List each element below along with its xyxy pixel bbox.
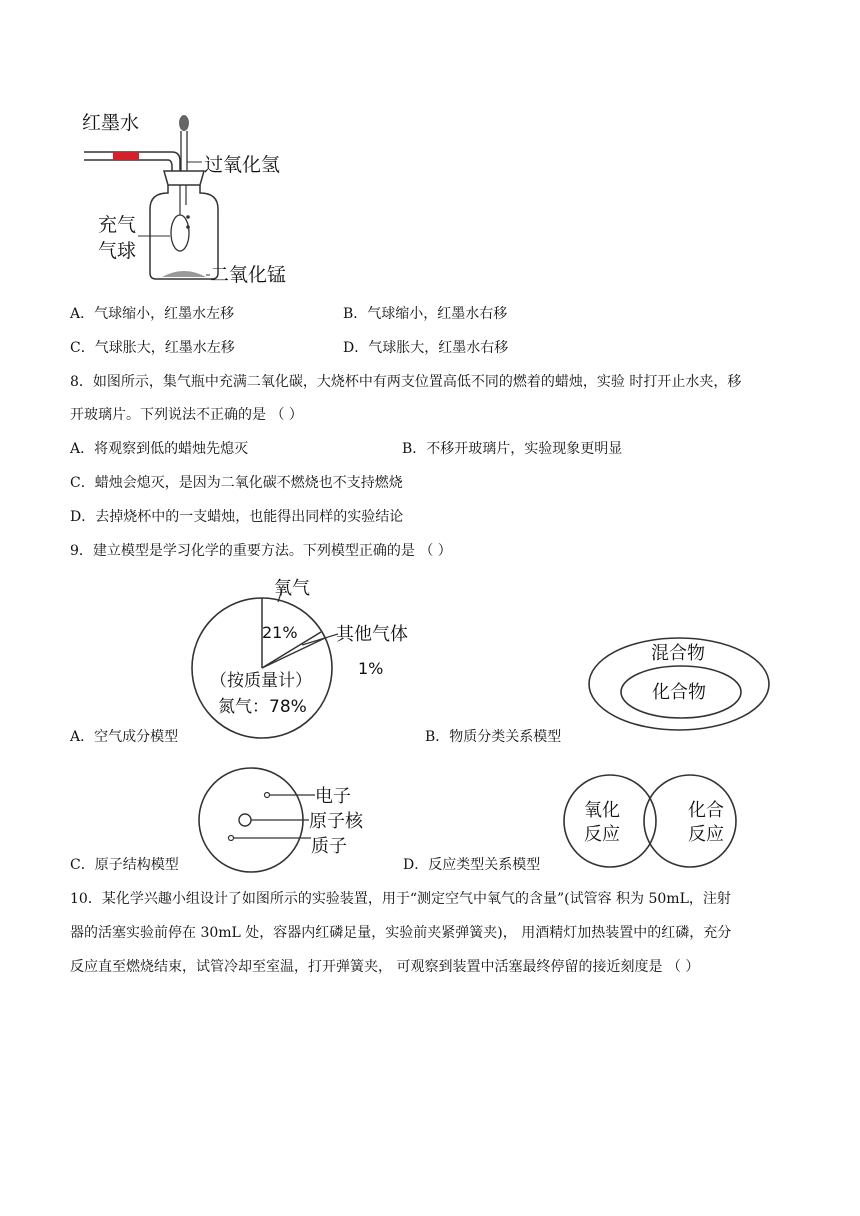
q9-option-c[interactable]: C．原子结构模型 xyxy=(70,857,179,873)
label-balloon-1: 充气 xyxy=(98,214,137,236)
pie-label-other-pct: 1% xyxy=(358,659,384,678)
venn-right-label-1: 化合 xyxy=(688,800,724,821)
label-red-ink: 红墨水 xyxy=(82,112,140,134)
q9-stem: 9．建立模型是学习化学的重要方法。下列模型正确的是 （ ） xyxy=(70,543,452,559)
label-electron: 电子 xyxy=(315,786,351,807)
venn-right-label-2: 反应 xyxy=(688,824,724,845)
stopper xyxy=(164,171,204,185)
q9-option-b[interactable]: B．物质分类关系模型 xyxy=(425,729,562,745)
q10-stem-line1: 10．某化学兴趣小组设计了如图所示的实验装置，用于“测定空气中氧气的含量”(试管容 积为 50mL，注射 xyxy=(70,891,731,907)
label-balloon-2: 气球 xyxy=(98,240,137,262)
label-proton: 质子 xyxy=(311,836,347,857)
q9-atom-structure-figure xyxy=(195,766,385,876)
red-ink-drop xyxy=(113,152,139,160)
label-mixture: 混合物 xyxy=(651,643,705,664)
mno2-powder xyxy=(162,271,206,277)
q7-option-c[interactable]: C．气球胀大，红墨水左移 xyxy=(70,340,235,356)
venn-left-label-2: 反应 xyxy=(584,824,620,845)
venn-left-circle xyxy=(564,775,656,867)
label-compound: 化合物 xyxy=(652,682,706,703)
q9-option-d[interactable]: D．反应类型关系模型 xyxy=(403,857,541,873)
q8-stem-line1: 8．如图所示，集气瓶中充满二氧化碳，大烧杯中有两支位置高低不同的燃着的蜡烛，实验 时打开止水夹，移 xyxy=(70,374,742,390)
label-mno2: 二氧化锰 xyxy=(210,264,287,286)
venn-left-label-1: 氧化 xyxy=(584,800,620,821)
venn-right-circle xyxy=(644,775,736,867)
pie-label-other: 其他气体 xyxy=(336,624,408,645)
q7-option-b[interactable]: B．气球缩小，红墨水右移 xyxy=(343,306,508,322)
q7-option-d[interactable]: D．气球胀大，红墨水右移 xyxy=(343,340,509,356)
balloon xyxy=(171,215,189,251)
dropper-bulb xyxy=(179,115,189,131)
proton-dot xyxy=(229,836,234,841)
q8-option-b[interactable]: B．不移开玻璃片，实验现象更明显 xyxy=(402,441,623,457)
electron-dot xyxy=(265,793,270,798)
q8-option-d[interactable]: D．去掉烧杯中的一支蜡烛，也能得出同样的实验结论 xyxy=(70,509,404,525)
q7-apparatus-figure xyxy=(80,105,300,295)
q10-stem-line2: 器的活塞实验前停在 30mL 处，容器内红磷足量，实验前夹紧弹簧夹)， 用酒精灯加热装置中的红磷，充分 xyxy=(70,925,732,941)
q7-option-a[interactable]: A．气球缩小，红墨水左移 xyxy=(70,306,235,322)
q9-option-a[interactable]: A．空气成分模型 xyxy=(70,729,179,745)
q9-classification-figure xyxy=(586,634,772,734)
q10-stem-line3: 反应直至燃烧结束，试管冷却至室温，打开弹簧夹， 可观察到装置中活塞最终停留的接近刻度是 （ ） xyxy=(70,959,700,975)
q9-air-composition-figure xyxy=(190,572,440,740)
q9-reaction-venn-figure xyxy=(562,766,762,876)
q8-option-c[interactable]: C．蜡烛会熄灭，是因为二氧化碳不燃烧也不支持燃烧 xyxy=(70,475,403,491)
pie-label-oxygen: 氧气 xyxy=(274,578,310,599)
q8-option-a[interactable]: A．将观察到低的蜡烛先熄灭 xyxy=(70,441,249,457)
nucleus-circle xyxy=(239,814,251,826)
pie-label-nitrogen: 氮气：78% xyxy=(218,697,307,717)
pie-label-oxygen-pct: 21% xyxy=(262,623,298,642)
label-nucleus: 原子核 xyxy=(309,811,363,832)
label-peroxide: 过氧化氢 xyxy=(204,154,281,176)
q8-stem-line2: 开玻璃片。下列说法不正确的是 （ ） xyxy=(70,407,303,423)
pie-label-basis: （按质量计） xyxy=(210,671,312,691)
